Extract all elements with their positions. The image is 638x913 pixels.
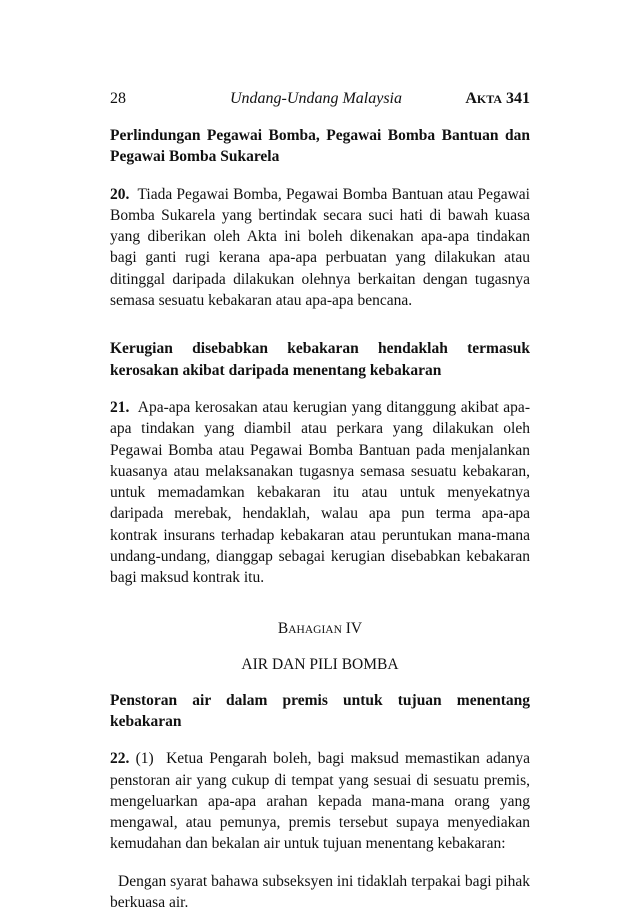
section-20-heading: Perlindungan Pegawai Bomba, Pegawai Bomba Bantuan dan Pegawai Bomba Sukarela <box>110 127 530 166</box>
section-22-body: Ketua Pengarah boleh, bagi maksud memastikan adanya penstoran air yang cukup di tempat yang sesuai di sesuatu premis, mengeluarkan apa-apa arahan kepada mana-mana orang yang mengawal, atau pemunya, premis tersebut supaya menyediakan kemudahan dan bekalan air untuk tujuan menentang kebakaran: <box>110 750 531 853</box>
section-21-text <box>110 397 530 589</box>
part-label-small: AHAGIAN <box>288 623 342 636</box>
section-21-heading: Kerugian disebabkan kebakaran hendaklah termasuk kerosakan akibat daripada menentang kebakaran <box>110 340 530 379</box>
page-number: 28 <box>110 90 126 107</box>
part-numeral: IV <box>345 619 363 637</box>
section-22-subsection: (1) <box>135 750 154 768</box>
section-22-proviso: Dengan syarat bahawa subseksyen ini tidaklah terpakai bagi pihak berkuasa air. <box>110 872 530 912</box>
act-prefix-small: KTA <box>476 92 502 106</box>
header-title: Undang-Undang Malaysia <box>230 90 402 107</box>
section-21-number: 21. <box>110 398 130 416</box>
section-20-body: Tiada Pegawai Bomba, Pegawai Bomba Bantuan atau Pegawai Bomba Sukarela yang bertindak secara suci hati di bawah kuasa yang diberikan oleh Akta ini boleh dikenakan apa-apa tindakan bagi ganti rugi kerana apa-apa perbuatan yang dilakukan atau ditinggal daripada dilakukan olehnya berkaitan dengan tugasnya semasa sesuatu kebakaran atau apa-apa bencana. <box>110 185 530 310</box>
section-21-body: Apa-apa kerosakan atau kerugian yang ditanggung akibat apa-apa tindakan yang diambil atau perkara yang dilakukan oleh Pegawai Bomba atau Pegawai Bomba Bantuan pada menjalankan kuasanya atau melaksanakan tugasnya semasa sesuatu kebakaran, untuk memadamkan kebakaran itu atau untuk menyekatnya daripada merebak, hendaklah, walau apa pun terma apa-apa kontrak insurans terhadap kebakaran atau peruntukan mana-mana undang-undang, dianggap sebagai kerugian disebabkan kebakaran bagi maksud kontrak itu. <box>110 398 530 587</box>
section-22-number: 22. <box>110 750 130 768</box>
act-number: 341 <box>506 90 530 107</box>
part-title: AIR DAN PILI BOMBA <box>241 655 399 673</box>
act-prefix-cap: A <box>465 90 477 107</box>
page-body <box>110 88 530 913</box>
part-label <box>110 618 530 641</box>
section-22-heading: Penstoran air dalam premis untuk tujuan menentang kebakaran <box>110 691 530 730</box>
section-22-text <box>110 748 530 854</box>
section-20-text <box>110 184 530 312</box>
running-header <box>110 88 530 110</box>
section-20-number: 20. <box>110 185 130 203</box>
header-act-number <box>465 88 530 110</box>
part-label-cap: B <box>277 619 289 637</box>
